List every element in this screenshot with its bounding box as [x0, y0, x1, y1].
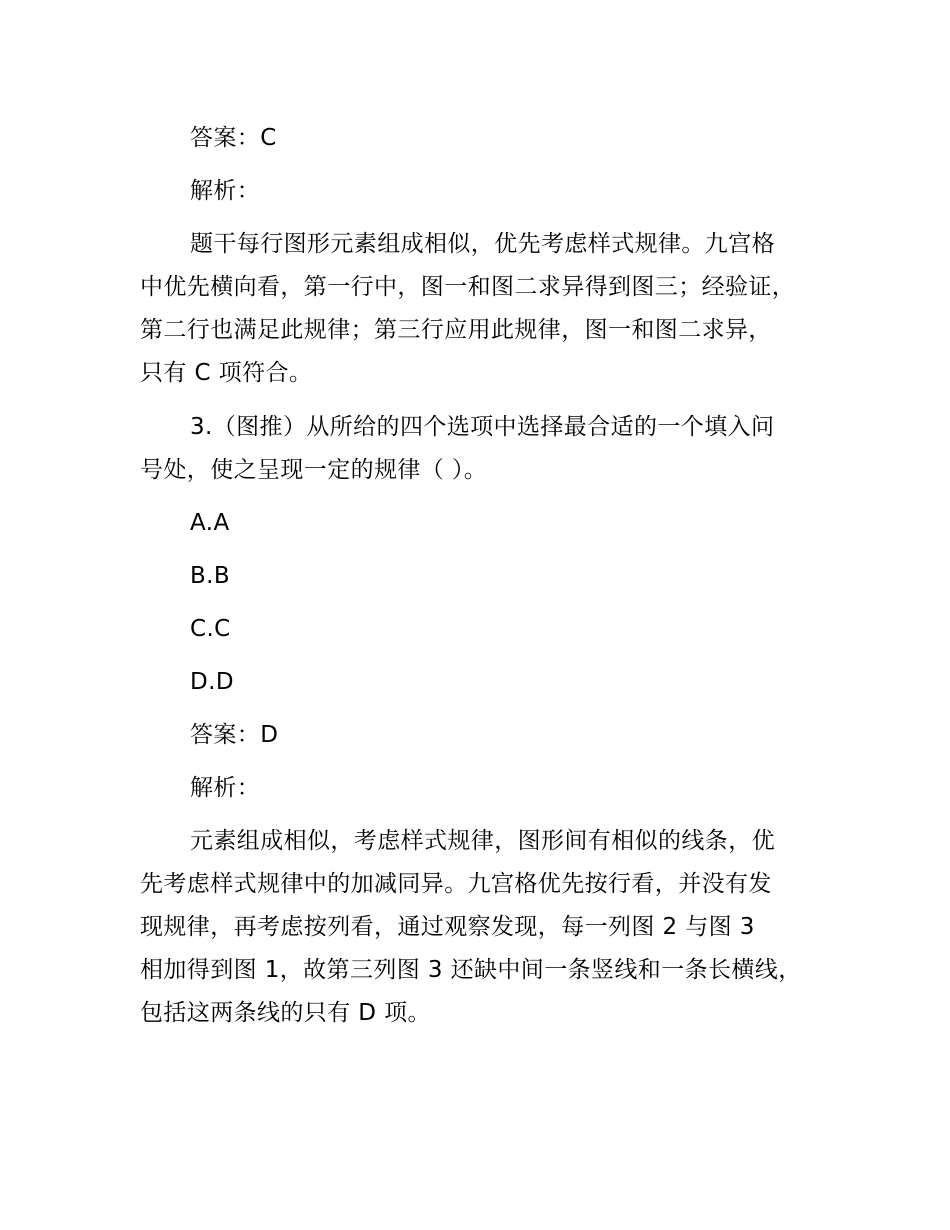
analysis-q3-line-5: 包括这两条线的只有 D 项。: [140, 1000, 431, 1026]
option-a: A.A: [190, 510, 230, 536]
analysis-label-q3: 解析：: [190, 775, 261, 801]
option-b: B.B: [190, 563, 231, 589]
analysis-q2-line-3: 第二行也满足此规律；第三行应用此规律，图一和图二求异，: [140, 317, 772, 343]
question-3-line-2: 号处，使之呈现一定的规律（ ）。: [140, 457, 488, 483]
analysis-q3-line-3: 现规律，再考虑按列看，通过观察发现，每一列图 2 与图 3: [140, 914, 755, 940]
option-c: C.C: [190, 616, 231, 642]
answer-q3: 答案：D: [190, 722, 279, 748]
analysis-q3-line-2: 先考虑样式规律中的加减同异。九宫格优先按行看，并没有发: [140, 871, 772, 897]
analysis-q2-line-1: 题干每行图形元素组成相似，优先考虑样式规律。九宫格: [190, 231, 775, 257]
analysis-q2-line-4: 只有 C 项符合。: [140, 360, 313, 386]
answer-q2: 答案：C: [190, 125, 277, 151]
option-d: D.D: [190, 669, 234, 695]
analysis-q2-line-2: 中优先横向看，第一行中，图一和图二求异得到图三；经验证，: [140, 274, 796, 300]
analysis-label-q2: 解析：: [190, 178, 261, 204]
analysis-q3-line-4: 相加得到图 1，故第三列图 3 还缺中间一条竖线和一条长横线，: [140, 957, 802, 983]
analysis-q3-line-1: 元素组成相似，考虑样式规律，图形间有相似的线条，优: [190, 828, 775, 854]
question-3-line-1: 3.（图推）从所给的四个选项中选择最合适的一个填入问: [190, 414, 775, 440]
